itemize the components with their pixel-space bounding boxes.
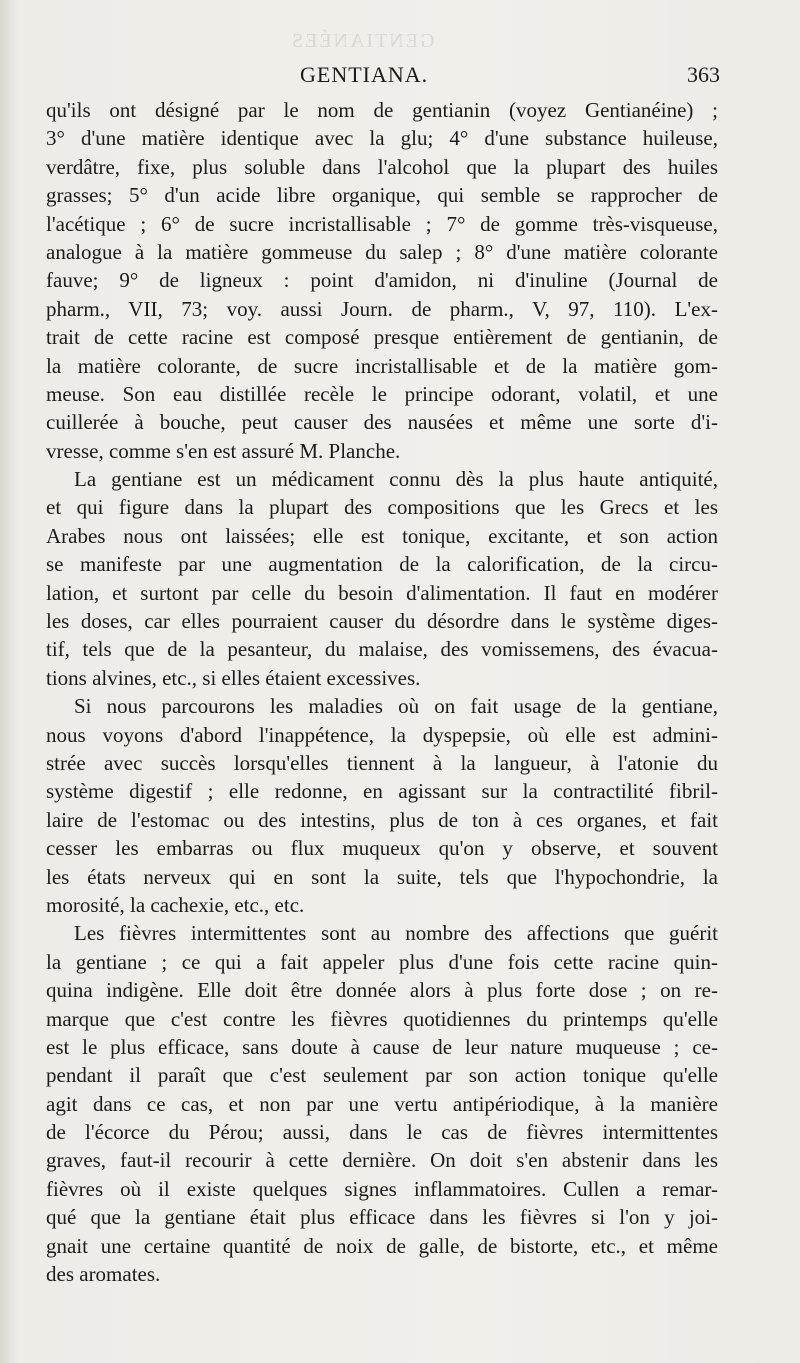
text-line: agit dans ce cas, et non par une vertu antipériodique, à la manière bbox=[46, 1091, 718, 1116]
text-line: est le plus efficace, sans doute à cause de leur nature muqueuse ; ce- bbox=[46, 1034, 718, 1059]
text-line: Si nous parcourons les maladies où on fait usage de la gentiane, bbox=[74, 694, 718, 719]
text-line: meuse. Son eau distillée recèle le principe odorant, volatil, et une bbox=[46, 381, 718, 406]
text-line: lation, et surtont par celle du besoin d'alimentation. Il faut en modérer bbox=[46, 580, 718, 605]
text-line: pharm., VII, 73; voy. aussi Journ. de pharm., V, 97, 110). L'ex- bbox=[46, 296, 718, 321]
text-line: Les fièvres intermittentes sont au nombre des affections que guérit bbox=[74, 921, 718, 946]
text-line: strée avec succès lorsqu'elles tiennent à la langueur, à l'atonie du bbox=[46, 750, 718, 775]
text-line: grasses; 5° d'un acide libre organique, qui semble se rapprocher de bbox=[46, 183, 718, 208]
text-line: laire de l'estomac ou des intestins, plus de ton à ces organes, et fait bbox=[46, 807, 718, 832]
text-line: se manifeste par une augmentation de la calorification, de la circu- bbox=[46, 552, 718, 577]
text-line: Arabes nous ont laissées; elle est tonique, excitante, et son action bbox=[46, 523, 718, 548]
text-line: quina indigène. Elle doit être donnée alors à plus forte dose ; on re- bbox=[46, 978, 718, 1003]
text-line: l'acétique ; 6° de sucre incristallisable ; 7° de gomme très-visqueuse, bbox=[46, 211, 718, 236]
text-line: la matière colorante, de sucre incristallisable et de la matière gom- bbox=[46, 353, 718, 378]
text-line: tif, tels que de la pesanteur, du malaise, des vomissemens, des évacua- bbox=[46, 637, 718, 662]
text-line: graves, faut-il recourir à cette dernière. On doit s'en abstenir dans les bbox=[46, 1148, 718, 1173]
text-line: de l'écorce du Pérou; aussi, dans le cas de fièvres intermittentes bbox=[46, 1120, 718, 1145]
text-line: la gentiane ; ce qui a fait appeler plus d'une fois cette racine quin- bbox=[46, 949, 718, 974]
text-line: trait de cette racine est composé presque entièrement de gentianin, de bbox=[46, 325, 718, 350]
text-line: gnait une certaine quantité de noix de galle, de bistorte, etc., et même bbox=[46, 1233, 718, 1258]
text-line: qu'ils ont désigné par le nom de gentianin (voyez Gentianéine) ; bbox=[46, 98, 718, 122]
running-title: GENTIANA. bbox=[300, 62, 429, 87]
text-line: vresse, comme s'en est assuré M. Planche. bbox=[46, 438, 401, 463]
show-through-text: GENTIANÉES bbox=[290, 30, 435, 52]
text-line: cesser les embarras ou flux muqueux qu'on y observe, et souvent bbox=[46, 836, 718, 861]
text-line: analogue à la matière gommeuse du salep ; 8° d'une matière colorante bbox=[46, 239, 718, 264]
text-line: des aromates. bbox=[46, 1262, 161, 1287]
text-line: marque que c'est contre les fièvres quotidiennes du printemps qu'elle bbox=[46, 1006, 718, 1031]
text-line: fièvres où il existe quelques signes inflammatoires. Cullen a remar- bbox=[46, 1176, 718, 1201]
page-number: 363 bbox=[687, 62, 720, 87]
text-line: verdâtre, fixe, plus soluble dans l'alcohol que la plupart des huiles bbox=[46, 154, 718, 179]
text-line: système digestif ; elle redonne, en agissant sur la contractilité fibril- bbox=[46, 779, 718, 804]
text-line: les doses, car elles pourraient causer du désordre dans le système diges- bbox=[46, 609, 718, 634]
text-line: cuillerée à bouche, peut causer des nausées et même une sorte d'i- bbox=[46, 410, 718, 435]
text-line: pendant il paraît que c'est seulement par son action tonique qu'elle bbox=[46, 1063, 718, 1088]
text-line: les états nerveux qui en sont la suite, tels que l'hypochondrie, la bbox=[46, 864, 718, 889]
page-header bbox=[48, 62, 720, 96]
text-line: tions alvines, etc., si elles étaient excessives. bbox=[46, 665, 421, 690]
text-line: fauve; 9° de ligneux : point d'amidon, ni d'inuline (Journal de bbox=[46, 268, 718, 293]
text-line: 3° d'une matière identique avec la glu; 4° d'une substance huileuse, bbox=[46, 126, 718, 151]
text-line: La gentiane est un médicament connu dès la plus haute antiquité, bbox=[74, 467, 718, 492]
text-line: morosité, la cachexie, etc., etc. bbox=[46, 892, 305, 917]
text-line: et qui figure dans la plupart des compositions que les Grecs et les bbox=[46, 495, 718, 520]
body-text bbox=[46, 96, 718, 1288]
text-line: qué que la gentiane était plus efficace dans les fièvres si l'on y joi- bbox=[46, 1205, 718, 1230]
text-line: nous voyons d'abord l'inappétence, la dyspepsie, où elle est admini- bbox=[46, 722, 718, 747]
